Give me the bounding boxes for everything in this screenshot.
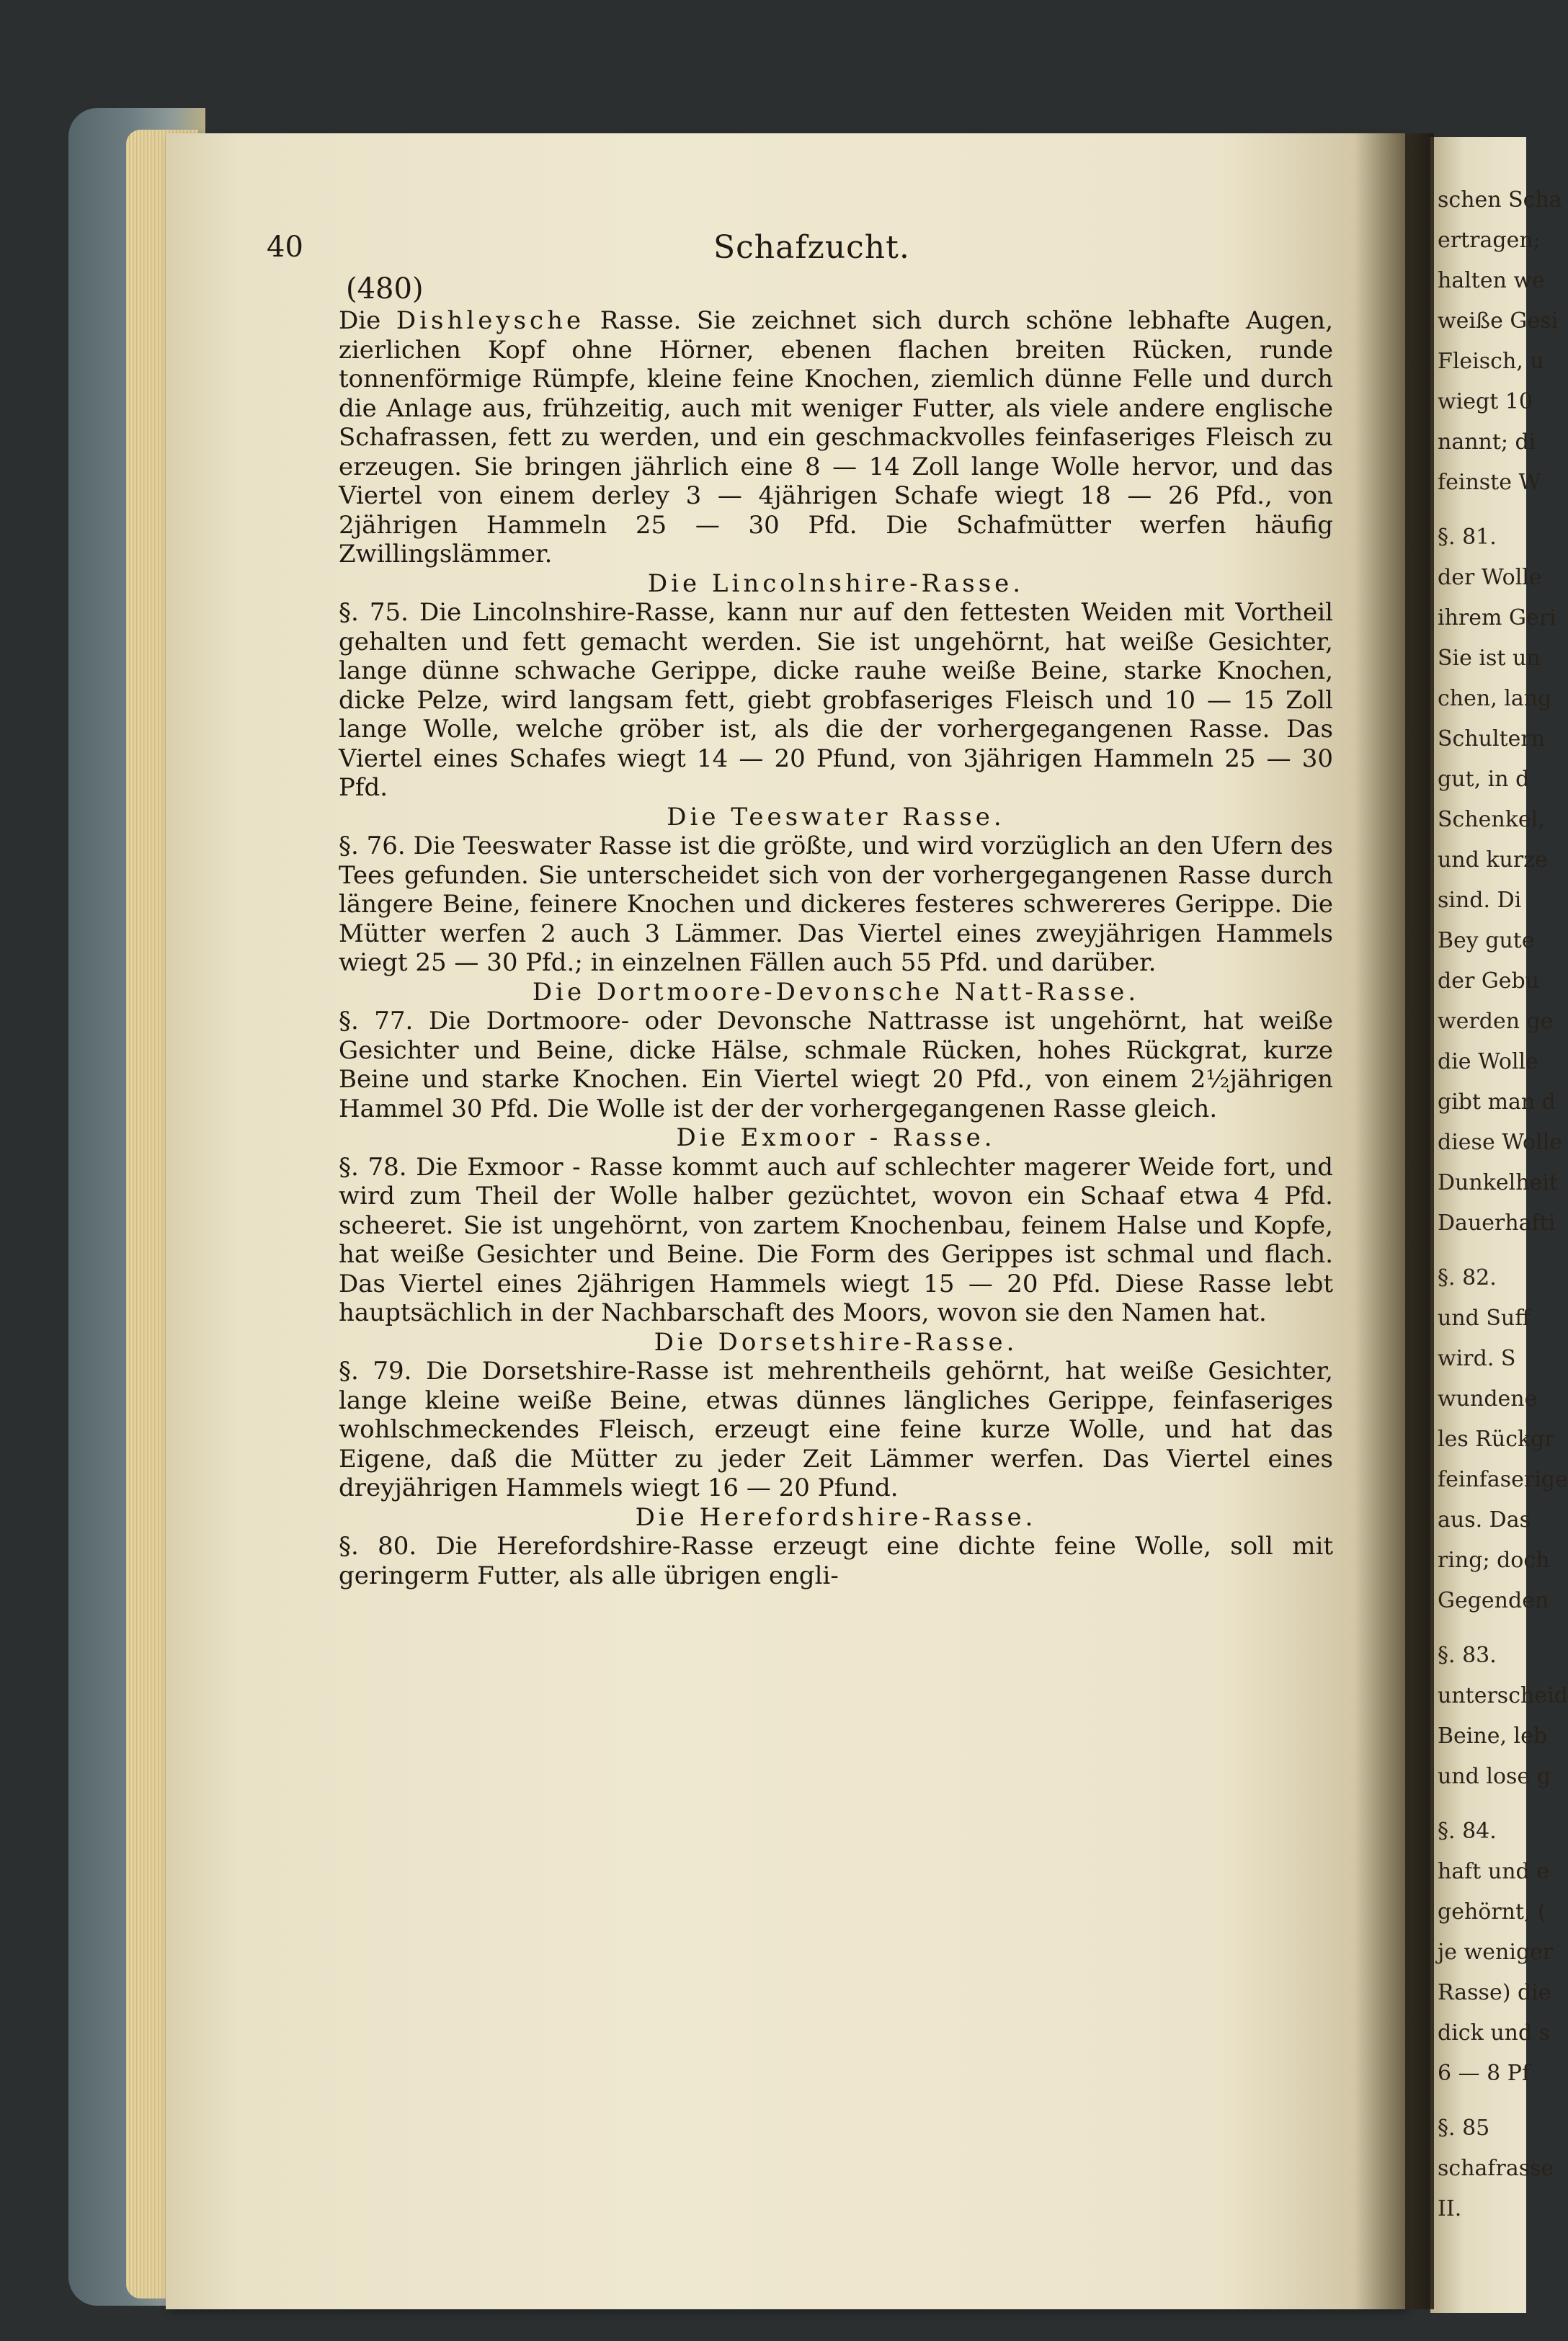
section-heading: Die Herefordshire-Rasse. (635, 1502, 1037, 1532)
intro-breed-name: Dishleysche (396, 306, 585, 335)
adjacent-page-fragment: der Wolle (1438, 565, 1542, 590)
section-paragraph: §. 75. Die Lincolnshire-Rasse, kann nur auf den fettesten Weiden mit Vortheil gehalten und fett gemacht werden. Sie ist ungehörnt, hat weiße Gesichter, lange dünne schwache Gerippe, dicke rauhe weiße Beine, starke Knochen, dicke Pelze, wird langsam fett, giebt grobfaseriges Fleisch und 10 — 15 Zoll lange Wolle, welche gröber ist, als die der vorhergegangenen Rasse. Das Viertel eines Schafes wiegt 14 — 20 Pfund, von 3jährigen Hammeln 25 — 30 Pfd. (339, 598, 1333, 802)
adjacent-page-fragment: weiße Gesi (1438, 308, 1559, 334)
adjacent-page-fragment: Bey gute (1438, 928, 1535, 953)
section-heading: Die Exmoor - Rasse. (676, 1123, 996, 1152)
adjacent-page-fragment: Rasse) die (1438, 1980, 1551, 2005)
body-text (339, 306, 1333, 1590)
intro-paragraph (339, 306, 1333, 569)
adjacent-page-fragment: §. 85 (1438, 2115, 1490, 2141)
adjacent-page-fragment: §. 84. (1438, 1819, 1497, 1844)
adjacent-page-fragment: diese Wolle (1438, 1130, 1563, 1155)
adjacent-page-fragment: die Wolle (1438, 1049, 1538, 1074)
adjacent-page-fragment: wird. S (1438, 1346, 1516, 1371)
adjacent-page-fragment: und lose g (1438, 1764, 1551, 1789)
adjacent-page-fragment: wiegt 10 (1438, 389, 1533, 414)
adjacent-page-fragment: II. (1438, 2196, 1462, 2221)
adjacent-page-fragment: chen, lang (1438, 686, 1552, 711)
section-paragraph: §. 77. Die Dortmoore- oder Devonsche Nattrasse ist ungehörnt, hat weiße Gesichter und Beine, dicke Hälse, schmale Rücken, hohes Rückgrat, kurze Beine und starke Knochen. Ein Viertel wiegt 20 Pfd., von einem 2½jährigen Hammel 30 Pfd. Die Wolle ist der der vorhergegangenen Rasse gleich. (339, 1007, 1333, 1123)
adjacent-page-fragment: werden ge (1438, 1009, 1554, 1034)
adjacent-page-fragment: gehörnt, ( (1438, 1899, 1546, 1925)
running-title: Schafzucht. (713, 229, 910, 266)
adjacent-page-fragment: §. 82. (1438, 1265, 1497, 1290)
adjacent-page-fragment: und kurze (1438, 847, 1548, 873)
adjacent-page-fragment: haft und e (1438, 1859, 1550, 1884)
adjacent-page-fragment: feinste W (1438, 470, 1541, 495)
page-number: 40 (267, 231, 303, 264)
adjacent-page-fragment: halten we (1438, 268, 1545, 293)
adjacent-page-fragment: Schenkel, (1438, 807, 1545, 832)
sections (339, 569, 1333, 1591)
note-number: (480) (346, 272, 424, 306)
adjacent-page-fragment: schen Scha (1438, 187, 1562, 213)
adjacent-page-fragment: ring; doch (1438, 1548, 1550, 1573)
adjacent-page-fragment: ertragen; (1438, 228, 1541, 253)
adjacent-page-fragment: sind. Di (1438, 888, 1522, 913)
intro-word-die: Die (339, 306, 396, 335)
section-paragraph: §. 76. Die Teeswater Rasse ist die größte, und wird vorzüglich an den Ufern des Tees gefunden. Sie unterscheidet sich von der vorhergegangenen Rasse durch längere Beine, feinere Knochen und dickeres festeres schwereres Gerippe. Die Mütter werfen 2 auch 3 Lämmer. Das Viertel eines zweyjährigen Hammels wiegt 25 — 30 Pfd.; in einzelnen Fällen auch 55 Pfd. und darüber. (339, 831, 1333, 977)
section-heading: Die Dortmoore-Devonsche Natt-Rasse. (532, 977, 1140, 1007)
adjacent-page-fragment: §. 83. (1438, 1643, 1497, 1668)
adjacent-page-fragment: Gegenden (1438, 1588, 1549, 1613)
adjacent-page-fragment: Sie ist un (1438, 646, 1541, 671)
section-paragraph: §. 80. Die Herefordshire-Rasse erzeugt eine dichte feine Wolle, soll mit geringerm Futter, als alle übrigen engli- (339, 1532, 1333, 1590)
adjacent-page-fragment: gut, in d (1438, 767, 1530, 792)
adjacent-page-fragment: Dunkelheit (1438, 1170, 1558, 1195)
adjacent-page-fragment: wundene (1438, 1386, 1538, 1412)
adjacent-page-fragment: je weniger (1438, 1940, 1554, 1965)
section-heading: Die Teeswater Rasse. (667, 802, 1005, 831)
adjacent-page-fragment: und Suff (1438, 1306, 1531, 1331)
adjacent-page-fragment: dick und s (1438, 2020, 1551, 2046)
adjacent-page-fragment: 6 — 8 Pf (1438, 2061, 1531, 2086)
adjacent-page-fragment: Schultern (1438, 726, 1546, 752)
spine-shadow (1355, 133, 1434, 2309)
adjacent-page-fragment: unterscheid (1438, 1683, 1568, 1708)
adjacent-page-fragment: der Gebu (1438, 968, 1540, 994)
section-heading: Die Lincolnshire-Rasse. (647, 568, 1025, 598)
section-paragraph: §. 79. Die Dorsetshire-Rasse ist mehrentheils gehörnt, hat weiße Gesichter, lange kleine weiße Beine, etwas dünnes längliches Gerippe, feinfaseriges wohlschmeckendes Fleisch, erzeugt eine feine kurze Wolle, und hat das Eigene, daß die Mütter zu jeder Zeit Lämmer werfen. Das Viertel eines dreyjährigen Hammels wiegt 16 — 20 Pfund. (339, 1357, 1333, 1502)
intro-text: Rasse. Sie zeichnet sich durch schöne lebhafte Augen, zierlichen Kopf ohne Hörner, ebenen flachen breiten Rücken, runde tonnenförmige Rümpfe, kleine feine Knochen, ziemlich dünne Felle und durch die Anlage aus, frühzeitig, auch mit weniger Futter, als viele andere englische Schafrassen, fett zu werden, und ein geschmackvolles feinfaseriges Fleisch zu erzeugen. Sie bringen jährlich eine 8 — 14 Zoll lange Wolle hervor, und das Viertel von einem derley 3 — 4jährigen Schafe wiegt 18 — 26 Pfd., von 2jährigen Hammeln 25 — 30 Pfd. Die Schafmütter werfen häufig Zwillingslämmer. (339, 306, 1333, 568)
adjacent-page-fragment: schafrasse (1438, 2156, 1554, 2181)
adjacent-page (1430, 137, 1568, 2313)
adjacent-page-fragment: feinfaserige (1438, 1467, 1568, 1492)
adjacent-page-fragment: Fleisch, u (1438, 349, 1544, 374)
adjacent-page-fragment: Beine, leb (1438, 1724, 1548, 1749)
adjacent-page-fragment: aus. Das (1438, 1507, 1531, 1533)
section-paragraph: §. 78. Die Exmoor - Rasse kommt auch auf schlechter magerer Weide fort, und wird zum Theil der Wolle halber gezüchtet, wovon ein Schaaf etwa 4 Pfd. scheeret. Sie ist ungehörnt, von zartem Knochenbau, feinem Halse und Kopfe, hat weiße Gesichter und Beine. Die Form des Gerippes ist schmal und flach. Das Viertel eines 2jährigen Hammels wiegt 15 — 20 Pfd. Diese Rasse lebt hauptsächlich in der Nachbarschaft des Moors, wovon sie den Namen hat. (339, 1152, 1333, 1327)
adjacent-page-fragment: gibt man d (1438, 1089, 1556, 1115)
section-heading: Die Dorsetshire-Rasse. (654, 1327, 1018, 1357)
adjacent-page-fragment: les Rückgr (1438, 1427, 1555, 1452)
adjacent-page-fragment: nannt; di (1438, 429, 1536, 455)
adjacent-page-fragment: ihrem Geri (1438, 605, 1556, 630)
adjacent-page-fragment: §. 81. (1438, 525, 1497, 550)
adjacent-page-fragment: Dauerhafti (1438, 1210, 1556, 1236)
